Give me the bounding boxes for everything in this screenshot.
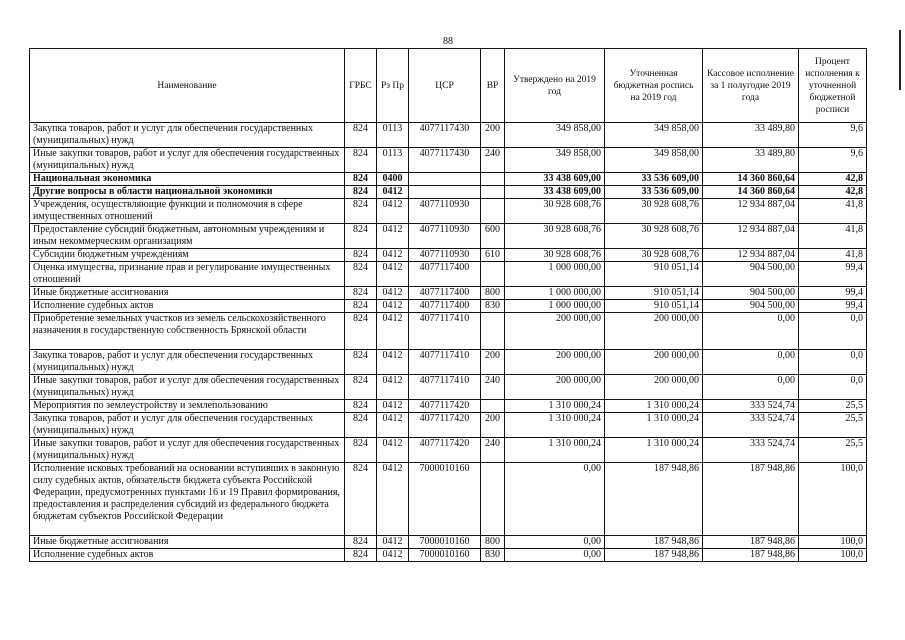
row-refined: 349 858,00 (605, 123, 703, 148)
row-rzpr: 0113 (377, 123, 409, 148)
row-cash: 12 934 887,04 (703, 249, 799, 262)
row-percent: 41,8 (799, 224, 867, 249)
row-refined: 200 000,00 (605, 375, 703, 400)
row-cash: 333 524,74 (703, 438, 799, 463)
row-cash: 904 500,00 (703, 287, 799, 300)
row-cash: 904 500,00 (703, 262, 799, 287)
row-csr: 4077117410 (409, 350, 481, 375)
row-grbs: 824 (345, 375, 377, 400)
row-name: Учреждения, осуществляющие функции и полномочия в сфере имущественных отношений (30, 199, 345, 224)
table-header-row (30, 49, 867, 123)
row-grbs: 824 (345, 536, 377, 549)
row-cash: 14 360 860,64 (703, 186, 799, 199)
row-csr: 4077117420 (409, 413, 481, 438)
row-percent: 0,0 (799, 350, 867, 375)
row-percent: 0,0 (799, 313, 867, 350)
scan-edge-mark (899, 30, 901, 90)
row-csr: 4077110930 (409, 249, 481, 262)
row-name: Иные бюджетные ассигнования (30, 287, 345, 300)
row-approved: 30 928 608,76 (505, 249, 605, 262)
row-cash: 333 524,74 (703, 413, 799, 438)
row-grbs: 824 (345, 350, 377, 375)
row-refined: 30 928 608,76 (605, 199, 703, 224)
table-row (30, 224, 867, 249)
row-approved: 33 438 609,00 (505, 186, 605, 199)
row-name: Закупка товаров, работ и услуг для обеспечения государственных (муниципальных) нужд (30, 350, 345, 375)
row-approved: 0,00 (505, 549, 605, 562)
table-row (30, 549, 867, 562)
row-refined: 1 310 000,24 (605, 400, 703, 413)
row-vr: 240 (481, 148, 505, 173)
row-percent: 99,4 (799, 287, 867, 300)
row-percent: 42,8 (799, 186, 867, 199)
row-approved: 1 310 000,24 (505, 400, 605, 413)
row-refined: 200 000,00 (605, 350, 703, 375)
row-cash: 187 948,86 (703, 536, 799, 549)
budget-execution-table (29, 48, 867, 562)
row-rzpr: 0412 (377, 463, 409, 536)
header-cash: Кассовое исполнение за 1 полугодие 2019 года (703, 49, 799, 123)
row-refined: 1 310 000,24 (605, 438, 703, 463)
row-grbs: 824 (345, 287, 377, 300)
row-name: Предоставление субсидий бюджетным, автономным учреждениям и иным некоммерческим организациям (30, 224, 345, 249)
row-vr (481, 173, 505, 186)
row-percent: 99,4 (799, 300, 867, 313)
row-name: Субсидии бюджетным учреждениям (30, 249, 345, 262)
row-cash: 0,00 (703, 375, 799, 400)
row-refined: 1 310 000,24 (605, 413, 703, 438)
row-vr: 800 (481, 287, 505, 300)
row-vr: 800 (481, 536, 505, 549)
row-grbs: 824 (345, 463, 377, 536)
row-refined: 200 000,00 (605, 313, 703, 350)
row-cash: 12 934 887,04 (703, 224, 799, 249)
row-percent: 9,6 (799, 148, 867, 173)
row-refined: 910 051,14 (605, 300, 703, 313)
row-vr: 600 (481, 224, 505, 249)
row-percent: 100,0 (799, 549, 867, 562)
row-name: Исполнение судебных актов (30, 300, 345, 313)
row-approved: 0,00 (505, 463, 605, 536)
row-name: Оценка имущества, признание прав и регулирование имущественных отношений (30, 262, 345, 287)
row-rzpr: 0412 (377, 313, 409, 350)
header-refined: Уточненная бюджетная роспись на 2019 год (605, 49, 703, 123)
row-rzpr: 0412 (377, 262, 409, 287)
row-csr: 4077117400 (409, 262, 481, 287)
row-grbs: 824 (345, 199, 377, 224)
row-rzpr: 0412 (377, 249, 409, 262)
row-rzpr: 0412 (377, 400, 409, 413)
table-row (30, 413, 867, 438)
row-grbs: 824 (345, 173, 377, 186)
row-approved: 200 000,00 (505, 375, 605, 400)
row-percent: 9,6 (799, 123, 867, 148)
row-cash: 0,00 (703, 313, 799, 350)
table-row (30, 123, 867, 148)
row-name: Закупка товаров, работ и услуг для обеспечения государственных (муниципальных) нужд (30, 123, 345, 148)
header-grbs: ГРБС (345, 49, 377, 123)
row-refined: 30 928 608,76 (605, 224, 703, 249)
table-row (30, 536, 867, 549)
row-name: Другие вопросы в области национальной экономики (30, 186, 345, 199)
row-rzpr: 0113 (377, 148, 409, 173)
row-rzpr: 0412 (377, 350, 409, 375)
row-csr: 4077117430 (409, 148, 481, 173)
row-rzpr: 0412 (377, 413, 409, 438)
row-refined: 33 536 609,00 (605, 173, 703, 186)
row-vr: 200 (481, 413, 505, 438)
row-percent: 25,5 (799, 438, 867, 463)
row-vr: 830 (481, 300, 505, 313)
row-vr: 200 (481, 350, 505, 375)
row-grbs: 824 (345, 249, 377, 262)
row-grbs: 824 (345, 549, 377, 562)
row-grbs: 824 (345, 300, 377, 313)
row-approved: 1 000 000,00 (505, 287, 605, 300)
row-name: Приобретение земельных участков из земель сельскохозяйственного назначения в государственную собственность Брянской области (30, 313, 345, 350)
row-approved: 1 000 000,00 (505, 300, 605, 313)
row-percent: 99,4 (799, 262, 867, 287)
row-grbs: 824 (345, 438, 377, 463)
row-refined: 33 536 609,00 (605, 186, 703, 199)
row-csr: 4077117420 (409, 438, 481, 463)
row-rzpr: 0412 (377, 536, 409, 549)
row-approved: 30 928 608,76 (505, 224, 605, 249)
row-approved: 200 000,00 (505, 350, 605, 375)
row-rzpr: 0412 (377, 300, 409, 313)
row-percent: 41,8 (799, 199, 867, 224)
row-percent: 100,0 (799, 536, 867, 549)
row-percent: 0,0 (799, 375, 867, 400)
table-row (30, 438, 867, 463)
row-name: Исполнение судебных актов (30, 549, 345, 562)
table-row (30, 400, 867, 413)
row-refined: 187 948,86 (605, 536, 703, 549)
row-vr (481, 262, 505, 287)
row-rzpr: 0412 (377, 186, 409, 199)
row-name: Национальная экономика (30, 173, 345, 186)
row-refined: 187 948,86 (605, 463, 703, 536)
page-number: 88 (443, 36, 453, 47)
row-percent: 41,8 (799, 249, 867, 262)
table-row (30, 262, 867, 287)
row-name: Иные бюджетные ассигнования (30, 536, 345, 549)
row-csr: 4077110930 (409, 199, 481, 224)
row-approved: 1 310 000,24 (505, 438, 605, 463)
row-rzpr: 0412 (377, 224, 409, 249)
row-csr: 7000010160 (409, 549, 481, 562)
row-grbs: 824 (345, 123, 377, 148)
table-row (30, 313, 867, 350)
row-refined: 910 051,14 (605, 262, 703, 287)
row-grbs: 824 (345, 186, 377, 199)
table-row (30, 350, 867, 375)
row-grbs: 824 (345, 400, 377, 413)
row-grbs: 824 (345, 313, 377, 350)
row-approved: 1 000 000,00 (505, 262, 605, 287)
row-cash: 904 500,00 (703, 300, 799, 313)
row-name: Закупка товаров, работ и услуг для обеспечения государственных (муниципальных) нужд (30, 413, 345, 438)
row-cash: 333 524,74 (703, 400, 799, 413)
row-grbs: 824 (345, 224, 377, 249)
header-name: Наименование (30, 49, 345, 123)
row-vr: 240 (481, 438, 505, 463)
header-csr: ЦСР (409, 49, 481, 123)
row-csr: 4077110930 (409, 224, 481, 249)
row-csr: 4077117420 (409, 400, 481, 413)
row-approved: 33 438 609,00 (505, 173, 605, 186)
row-csr (409, 173, 481, 186)
row-csr: 4077117410 (409, 375, 481, 400)
row-cash: 33 489,80 (703, 123, 799, 148)
row-vr: 200 (481, 123, 505, 148)
row-csr: 4077117400 (409, 300, 481, 313)
row-grbs: 824 (345, 413, 377, 438)
row-cash: 14 360 860,64 (703, 173, 799, 186)
table-row (30, 249, 867, 262)
row-percent: 25,5 (799, 400, 867, 413)
row-vr: 610 (481, 249, 505, 262)
row-cash: 187 948,86 (703, 549, 799, 562)
header-rzpr: Рз Пр (377, 49, 409, 123)
row-vr (481, 199, 505, 224)
table-row (30, 463, 867, 536)
row-csr: 4077117400 (409, 287, 481, 300)
row-grbs: 824 (345, 262, 377, 287)
row-rzpr: 0400 (377, 173, 409, 186)
row-rzpr: 0412 (377, 549, 409, 562)
row-rzpr: 0412 (377, 199, 409, 224)
row-cash: 33 489,80 (703, 148, 799, 173)
row-approved: 349 858,00 (505, 148, 605, 173)
row-name: Иные закупки товаров, работ и услуг для обеспечения государственных (муниципальных) нужд (30, 148, 345, 173)
row-vr (481, 313, 505, 350)
row-vr: 830 (481, 549, 505, 562)
row-percent: 100,0 (799, 463, 867, 536)
table-row (30, 186, 867, 199)
header-percent: Процент исполнения к уточненной бюджетной росписи (799, 49, 867, 123)
row-name: Мероприятия по землеустройству и землепользованию (30, 400, 345, 413)
row-cash: 0,00 (703, 350, 799, 375)
header-approved: Утверждено на 2019 год (505, 49, 605, 123)
row-vr (481, 463, 505, 536)
table-row (30, 287, 867, 300)
header-vr: ВР (481, 49, 505, 123)
table-row (30, 173, 867, 186)
row-name: Исполнение исковых требований на основании вступивших в законную силу судебных актов, обязательств бюджета субъекта Российской Федерации, предусмотренных пунктами 16 и 19 Правил формирования, предоставления и распределения субсидий из федерального бюджета бюджетам субъектов Российской Федерации (30, 463, 345, 536)
row-approved: 30 928 608,76 (505, 199, 605, 224)
row-csr: 7000010160 (409, 536, 481, 549)
row-approved: 1 310 000,24 (505, 413, 605, 438)
row-refined: 910 051,14 (605, 287, 703, 300)
row-vr (481, 186, 505, 199)
row-refined: 187 948,86 (605, 549, 703, 562)
row-name: Иные закупки товаров, работ и услуг для обеспечения государственных (муниципальных) нужд (30, 438, 345, 463)
row-refined: 30 928 608,76 (605, 249, 703, 262)
row-vr: 240 (481, 375, 505, 400)
row-rzpr: 0412 (377, 375, 409, 400)
row-approved: 349 858,00 (505, 123, 605, 148)
row-refined: 349 858,00 (605, 148, 703, 173)
row-rzpr: 0412 (377, 438, 409, 463)
row-cash: 187 948,86 (703, 463, 799, 536)
row-approved: 200 000,00 (505, 313, 605, 350)
row-name: Иные закупки товаров, работ и услуг для обеспечения государственных (муниципальных) нужд (30, 375, 345, 400)
table-row (30, 199, 867, 224)
row-percent: 42,8 (799, 173, 867, 186)
row-rzpr: 0412 (377, 287, 409, 300)
row-csr: 4077117410 (409, 313, 481, 350)
table-row (30, 148, 867, 173)
row-csr: 7000010160 (409, 463, 481, 536)
row-cash: 12 934 887,04 (703, 199, 799, 224)
row-approved: 0,00 (505, 536, 605, 549)
row-vr (481, 400, 505, 413)
row-percent: 25,5 (799, 413, 867, 438)
row-csr (409, 186, 481, 199)
row-grbs: 824 (345, 148, 377, 173)
table-row (30, 300, 867, 313)
table-row (30, 375, 867, 400)
row-csr: 4077117430 (409, 123, 481, 148)
